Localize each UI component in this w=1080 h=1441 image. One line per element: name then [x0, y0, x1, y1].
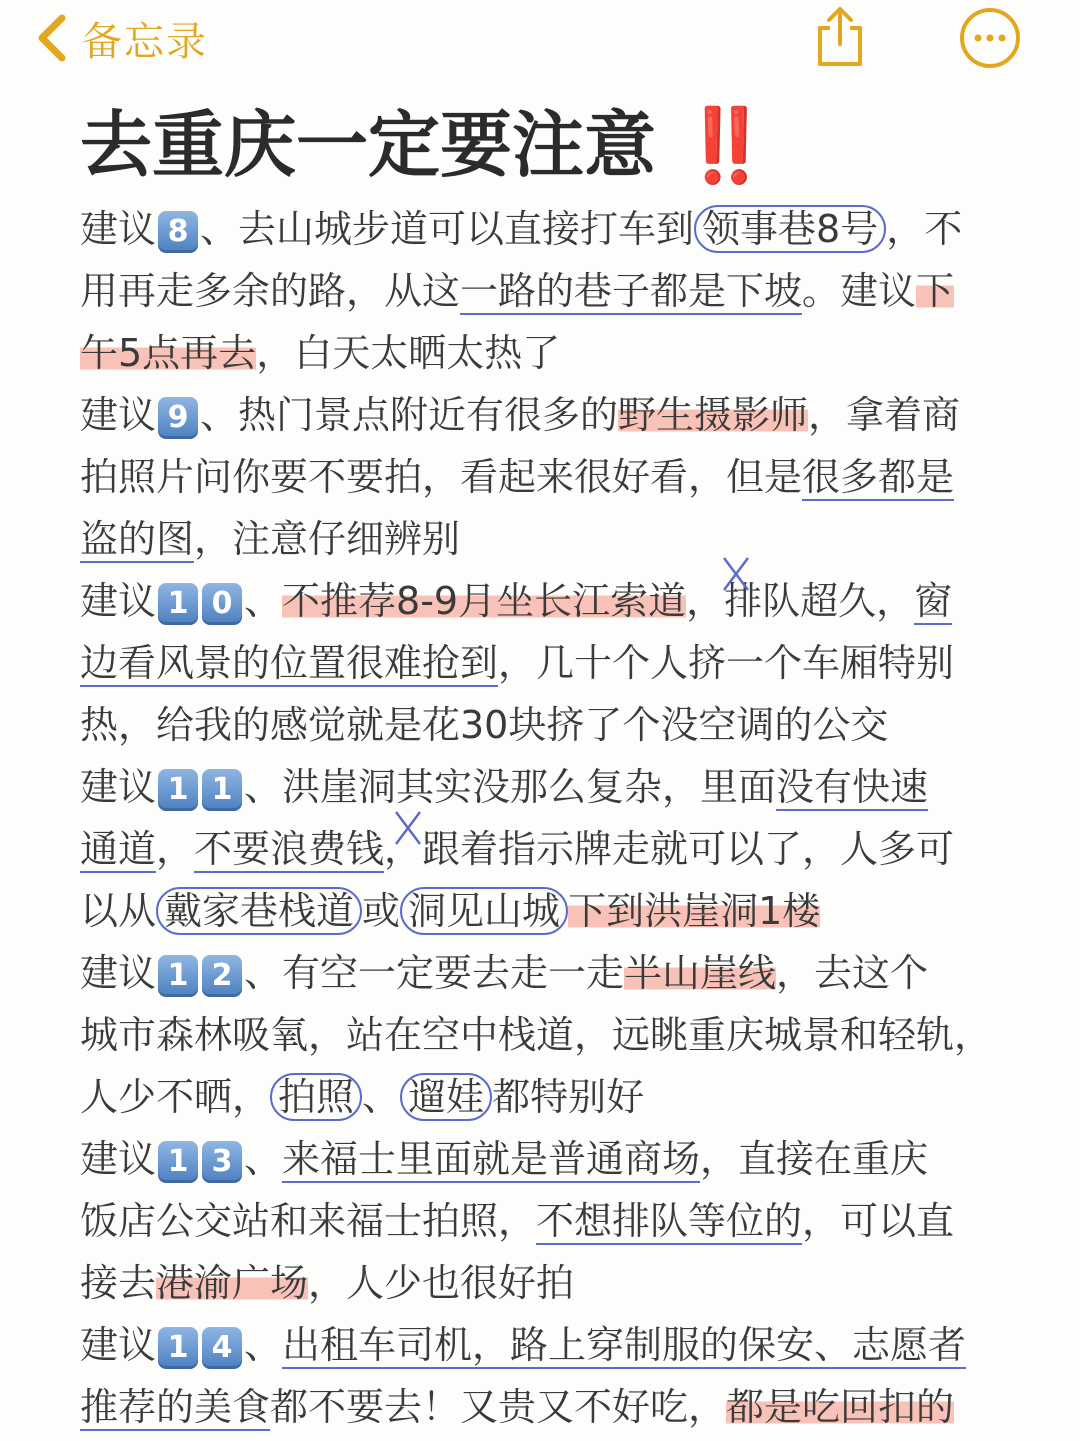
- tip-prefix: 建议: [80, 1137, 157, 1181]
- highlighted-text: 港渝广场: [156, 1261, 309, 1305]
- back-button[interactable]: [34, 8, 208, 68]
- underlined-text: 出租车司机，路上穿制服的保安、志愿者: [282, 1323, 967, 1367]
- tip-text: 或: [362, 889, 401, 933]
- tip-14-line-1: [80, 1314, 1040, 1376]
- tip-11-line-3: [80, 880, 1040, 942]
- keycap-digit: 1: [202, 769, 242, 811]
- tip-text: ，人少也很好拍: [308, 1261, 575, 1305]
- tip-prefix: 建议: [80, 207, 157, 251]
- highlighted-text: 午5点再去: [80, 331, 257, 375]
- tip-13-line-3: [80, 1252, 1040, 1314]
- more-icon: [958, 6, 1022, 70]
- underlined-text: 推荐的美食: [80, 1385, 271, 1429]
- share-icon: [810, 4, 870, 70]
- double-exclamation-icon: ‼️: [681, 103, 771, 187]
- highlighted-text: 野生摄影师: [618, 393, 809, 437]
- keycap-digit: 1: [158, 1327, 198, 1369]
- underlined-text: 窗: [914, 579, 953, 623]
- tip-9-line-3: [80, 508, 1040, 570]
- tip-12-line-2: [80, 1004, 1040, 1066]
- tip-text: 、: [244, 579, 283, 623]
- tip-prefix: 建议: [80, 579, 157, 623]
- x-mark-icon: [392, 808, 424, 848]
- keycap-digit: 1: [158, 955, 198, 997]
- keycap-digit: 4: [202, 1327, 242, 1369]
- underlined-text: 边看风景的位置很难抢到: [80, 641, 499, 685]
- tip-text: 、: [244, 1323, 283, 1367]
- highlighted-text: 不推荐8-9月坐长江索道: [282, 579, 687, 623]
- tip-prefix: 建议: [80, 951, 157, 995]
- keycap-digit: 1: [158, 583, 198, 625]
- tip-8-line-1: [80, 198, 1040, 260]
- circled-text: 洞见山城: [400, 887, 568, 935]
- tip-10-line-3: [80, 694, 1040, 756]
- note-body[interactable]: [80, 198, 1040, 1438]
- keycap-digit: 1: [158, 1141, 198, 1183]
- nav-bar: [0, 0, 1080, 80]
- underlined-text: 来福士里面就是普通商场: [282, 1137, 701, 1181]
- tip-text: 以从: [80, 889, 157, 933]
- highlighted-text: 下到洪崖洞1楼: [568, 889, 821, 933]
- highlighted-text: 半山崖线: [624, 951, 777, 995]
- underlined-text: 很多都是: [802, 455, 955, 499]
- tip-text: 城市森林吸氧，站在空中栈道，远眺重庆城景和轻轨，: [80, 1013, 993, 1057]
- keycap-digit: 2: [202, 955, 242, 997]
- tip-14-line-2: [80, 1376, 1040, 1438]
- circled-text: 领事巷8号: [694, 205, 886, 253]
- note-title-text: 去重庆一定要注意: [80, 103, 657, 187]
- circled-text: 拍照: [270, 1073, 362, 1121]
- underlined-text: 没有快速: [776, 765, 929, 809]
- x-mark-icon: [720, 554, 752, 594]
- tip-8-line-3: [80, 322, 1040, 384]
- keycap-digit: 3: [202, 1141, 242, 1183]
- underlined-text: 盗的图: [80, 517, 195, 561]
- tip-prefix: 建议: [80, 765, 157, 809]
- highlighted-text: 下: [916, 269, 955, 313]
- tip-text: ，: [156, 827, 195, 871]
- tip-11-line-1: [80, 756, 1040, 818]
- keycap-digit: 1: [158, 769, 198, 811]
- back-label: 备忘录: [82, 18, 208, 65]
- tip-13-line-2: [80, 1190, 1040, 1252]
- highlighted-text: 都是吃回扣的: [726, 1385, 955, 1429]
- tip-text: ，注意仔细辨别: [194, 517, 461, 561]
- tip-text: ，去这个: [776, 951, 929, 995]
- tip-text: 热，给我的感觉就是花30块挤了个没空调的公交: [80, 703, 889, 747]
- underlined-text: 不要浪费钱: [194, 827, 385, 871]
- tip-text: 。建议: [802, 269, 917, 313]
- tip-prefix: 建议: [80, 1323, 157, 1367]
- tip-9-line-1: [80, 384, 1040, 446]
- underlined-text: 通道: [80, 827, 157, 871]
- tip-text: ，可以直: [802, 1199, 955, 1243]
- tip-text: 人少不晒，: [80, 1075, 271, 1119]
- more-button[interactable]: [958, 6, 1022, 70]
- keycap-digit: 8: [158, 211, 198, 253]
- underlined-text: 不想排队等位的: [536, 1199, 803, 1243]
- tip-12-line-3: [80, 1066, 1040, 1128]
- tip-text: ，跟着指示牌走就可以了，人多可: [384, 827, 955, 871]
- tip-text: 接去: [80, 1261, 157, 1305]
- note-title: [80, 100, 1040, 190]
- tip-text: 、洪崖洞其实没那么复杂，里面: [244, 765, 777, 809]
- underlined-text: 一路的巷子都是下坡: [460, 269, 803, 313]
- tip-text: ，不: [886, 207, 963, 251]
- tip-9-line-2: [80, 446, 1040, 508]
- tip-text: 饭店公交站和来福士拍照，: [80, 1199, 537, 1243]
- tip-text: 都不要去！又贵又不好吃，: [270, 1385, 727, 1429]
- tip-text: ，排队超久，: [686, 579, 915, 623]
- keycap-digit: 9: [158, 397, 198, 439]
- tip-text: 、去山城步道可以直接打车到: [200, 207, 695, 251]
- tip-text: ，白天太晒太热了: [256, 331, 561, 375]
- tip-text: 、: [244, 1137, 283, 1181]
- tip-10-line-1: [80, 570, 1040, 632]
- tip-11-line-2: [80, 818, 1040, 880]
- chevron-left-icon: [34, 13, 68, 63]
- tip-prefix: 建议: [80, 393, 157, 437]
- tip-13-line-1: [80, 1128, 1040, 1190]
- tip-text: ，几十个人挤一个车厢特别: [498, 641, 955, 685]
- tip-text: 都特别好: [492, 1075, 645, 1119]
- keycap-digit: 0: [202, 583, 242, 625]
- tip-text: ，直接在重庆: [700, 1137, 929, 1181]
- tip-text: ，拿着商: [808, 393, 961, 437]
- tip-text: 、: [362, 1075, 401, 1119]
- tip-8-line-2: [80, 260, 1040, 322]
- tip-text: 、热门景点附近有很多的: [200, 393, 619, 437]
- tip-12-line-1: [80, 942, 1040, 1004]
- tip-text: 、有空一定要去走一走: [244, 951, 625, 995]
- tip-text: 拍照片问你要不要拍，看起来很好看，但是: [80, 455, 803, 499]
- tip-text: 用再走多余的路，从这: [80, 269, 461, 313]
- circled-text: 遛娃: [400, 1073, 492, 1121]
- share-button[interactable]: [810, 4, 870, 70]
- circled-text: 戴家巷栈道: [156, 887, 362, 935]
- tip-10-line-2: [80, 632, 1040, 694]
